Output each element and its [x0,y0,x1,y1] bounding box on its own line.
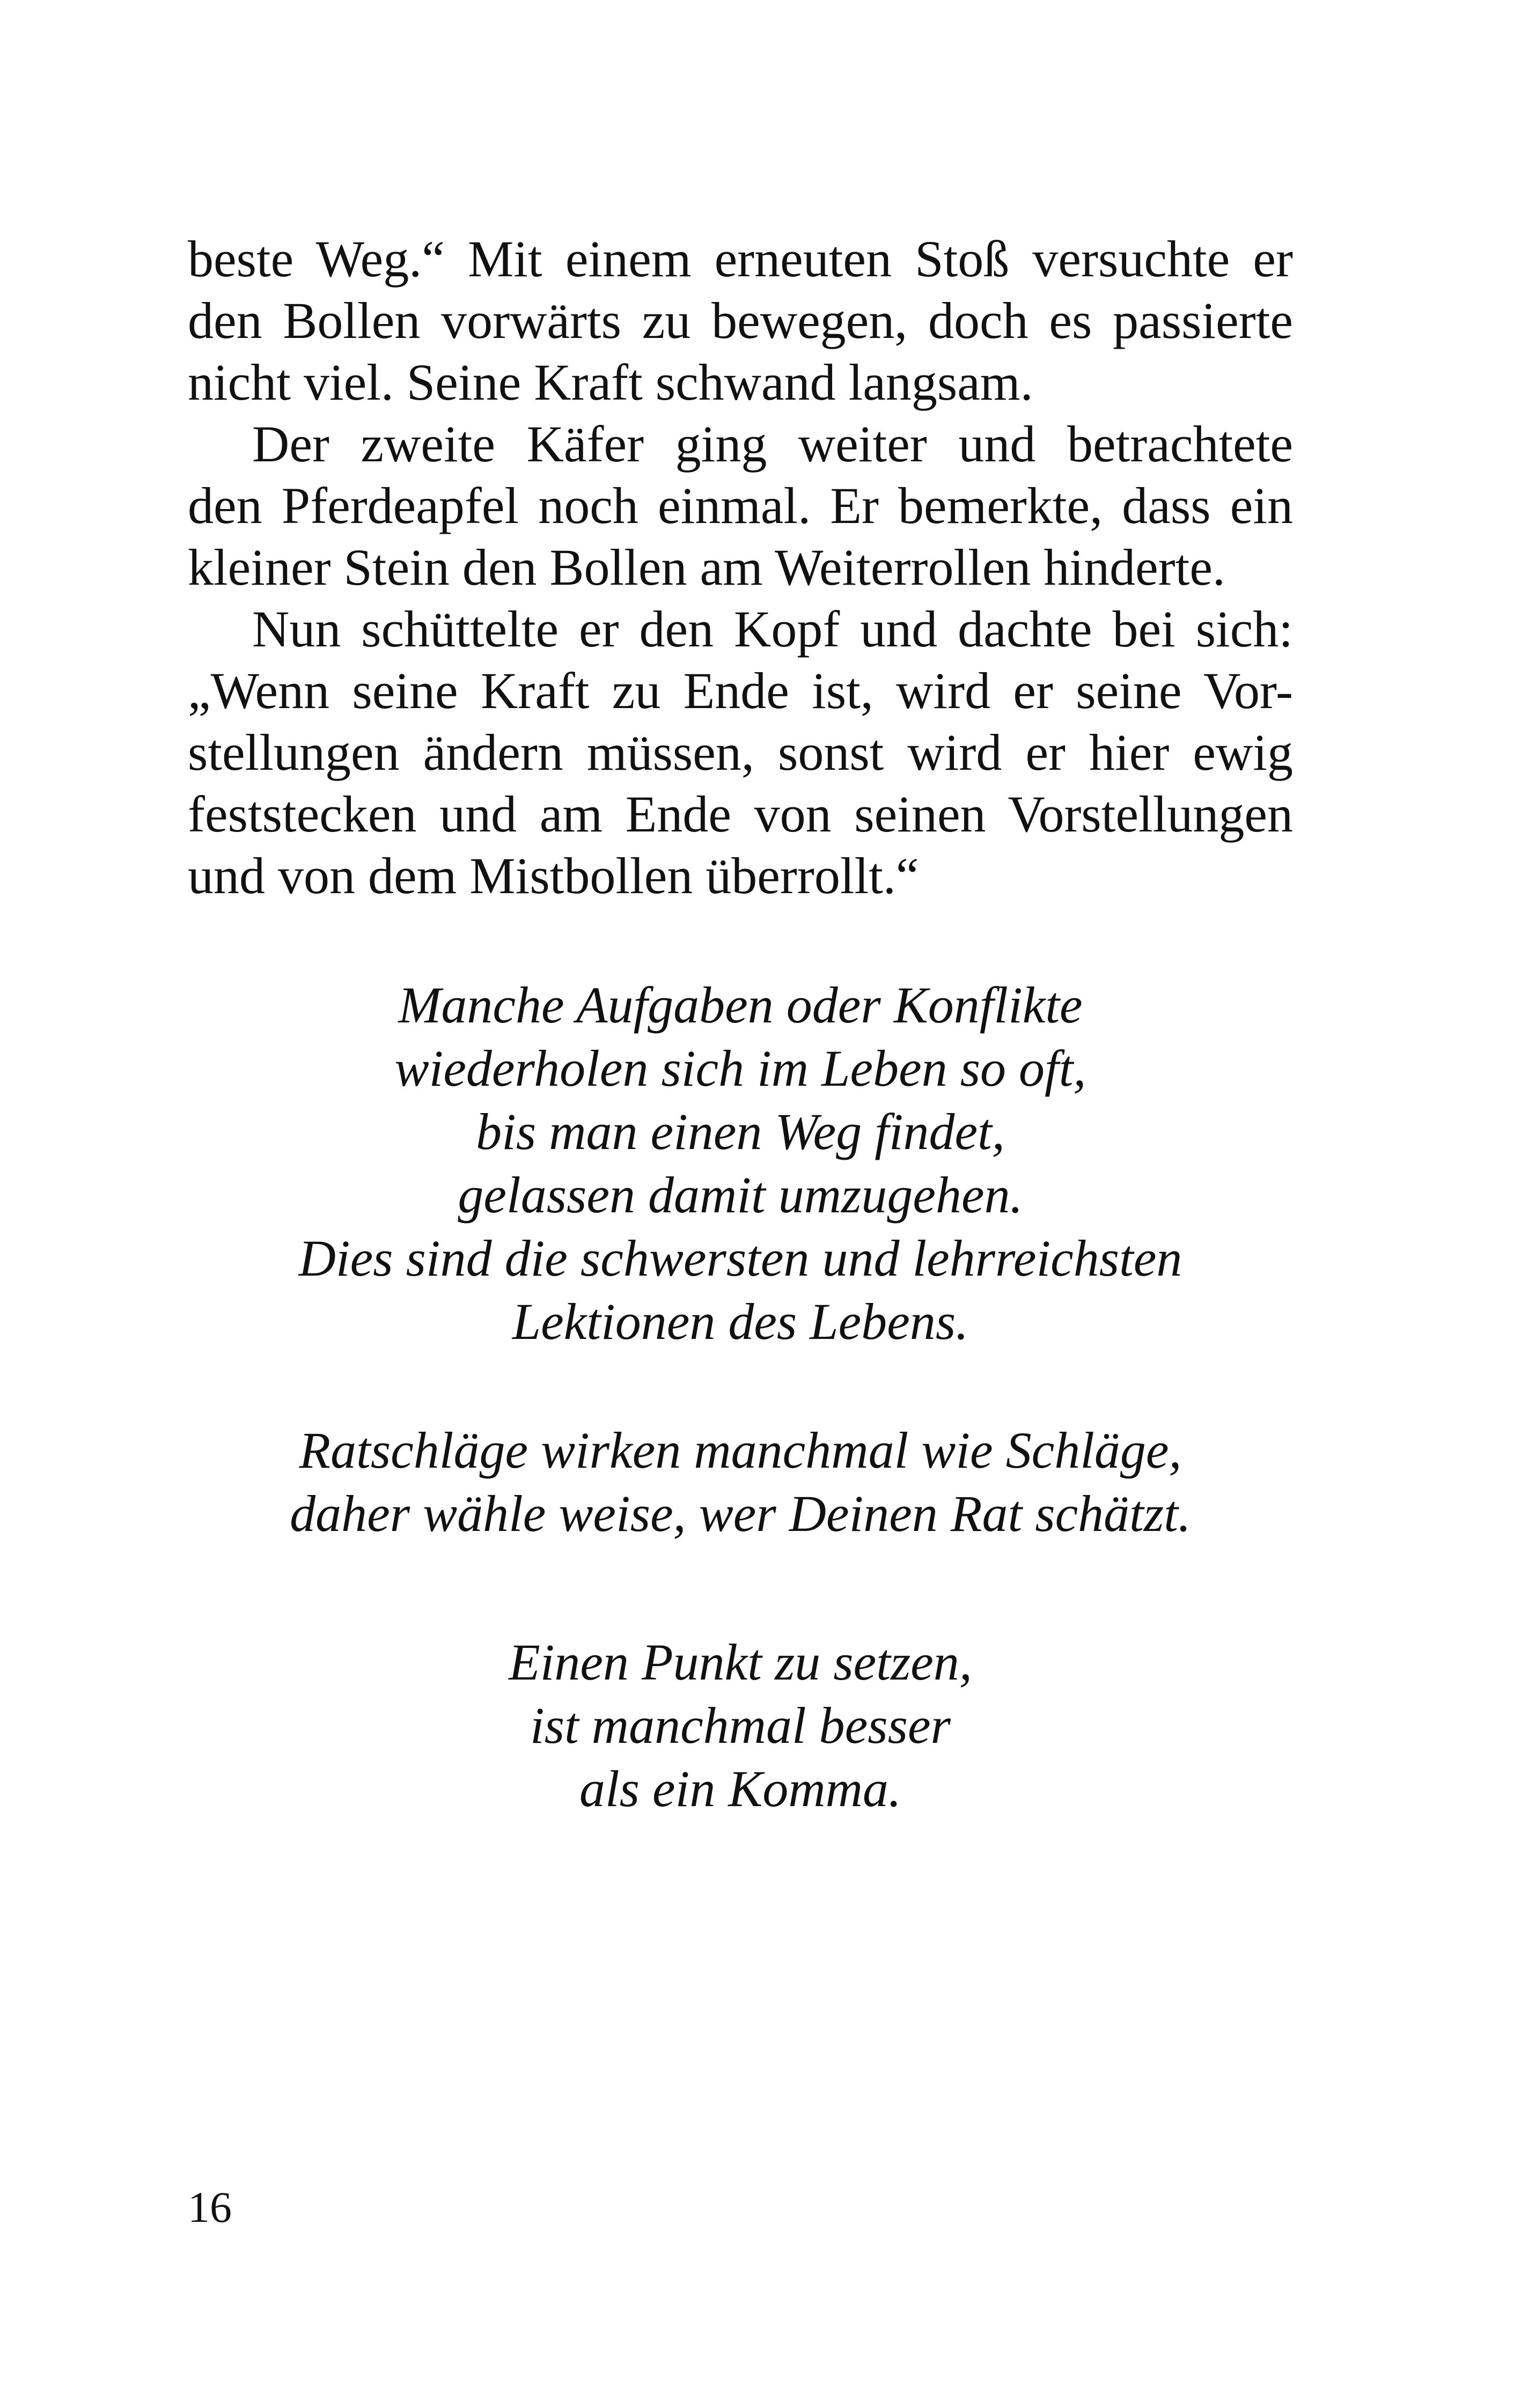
maxim-line: bis man einen Weg findet, [476,1103,1005,1160]
prose-line: Nun schüttelte er den Kopf und dachte bei sich: [252,600,1293,658]
maxim-line: gelassen damit umzugehen. [458,1166,1023,1224]
maxim-block [188,974,1293,1353]
prose-line: den Bollen vorwärts zu bewegen, doch es passierte [188,292,1293,349]
prose-paragraphs [188,228,1293,907]
maxim-block [188,1419,1293,1545]
prose-line: „Wenn seine Kraft zu Ende ist, wird er seine Vor- [188,662,1293,719]
maxim-line: daher wähle weise, wer Deinen Rat schätzt. [290,1485,1191,1542]
prose-line: Der zweite Käfer ging weiter und betrachtete [252,415,1293,473]
maxim-line: Einen Punkt zu setzen, [509,1633,972,1691]
maxim-line: Dies sind die schwersten und lehrreichsten [298,1229,1182,1287]
maxim-block [188,1631,1293,1821]
prose-line: den Pferdeapfel noch einmal. Er bemerkte, dass ein [188,477,1293,534]
prose-line: feststecken und am Ende von seinen Vorstellungen [188,785,1293,843]
prose-line: nicht viel. Seine Kraft schwand langsam. [188,354,1033,411]
maxim-line: Manche Aufgaben oder Konflikte [398,976,1083,1034]
page-number: 16 [188,2183,232,2232]
maxim-line: ist manchmal besser [530,1697,951,1754]
maxim-line: Ratschläge wirken manchmal wie Schläge, [299,1422,1182,1479]
maxim-line: Lektionen des Lebens. [512,1293,969,1350]
prose-line: beste Weg.“ Mit einem erneuten Stoß versuchte er [188,230,1293,288]
prose-line: kleiner Stein den Bollen am Weiterrollen hinderte. [188,539,1225,596]
prose-line: stellungen ändern müssen, sonst wird er hier ewig [188,724,1293,781]
maxim-line: wiederholen sich im Leben so oft, [394,1040,1086,1097]
maxim-line: als ein Komma. [579,1760,901,1817]
prose-line: und von dem Mistbollen überrollt.“ [188,847,919,904]
